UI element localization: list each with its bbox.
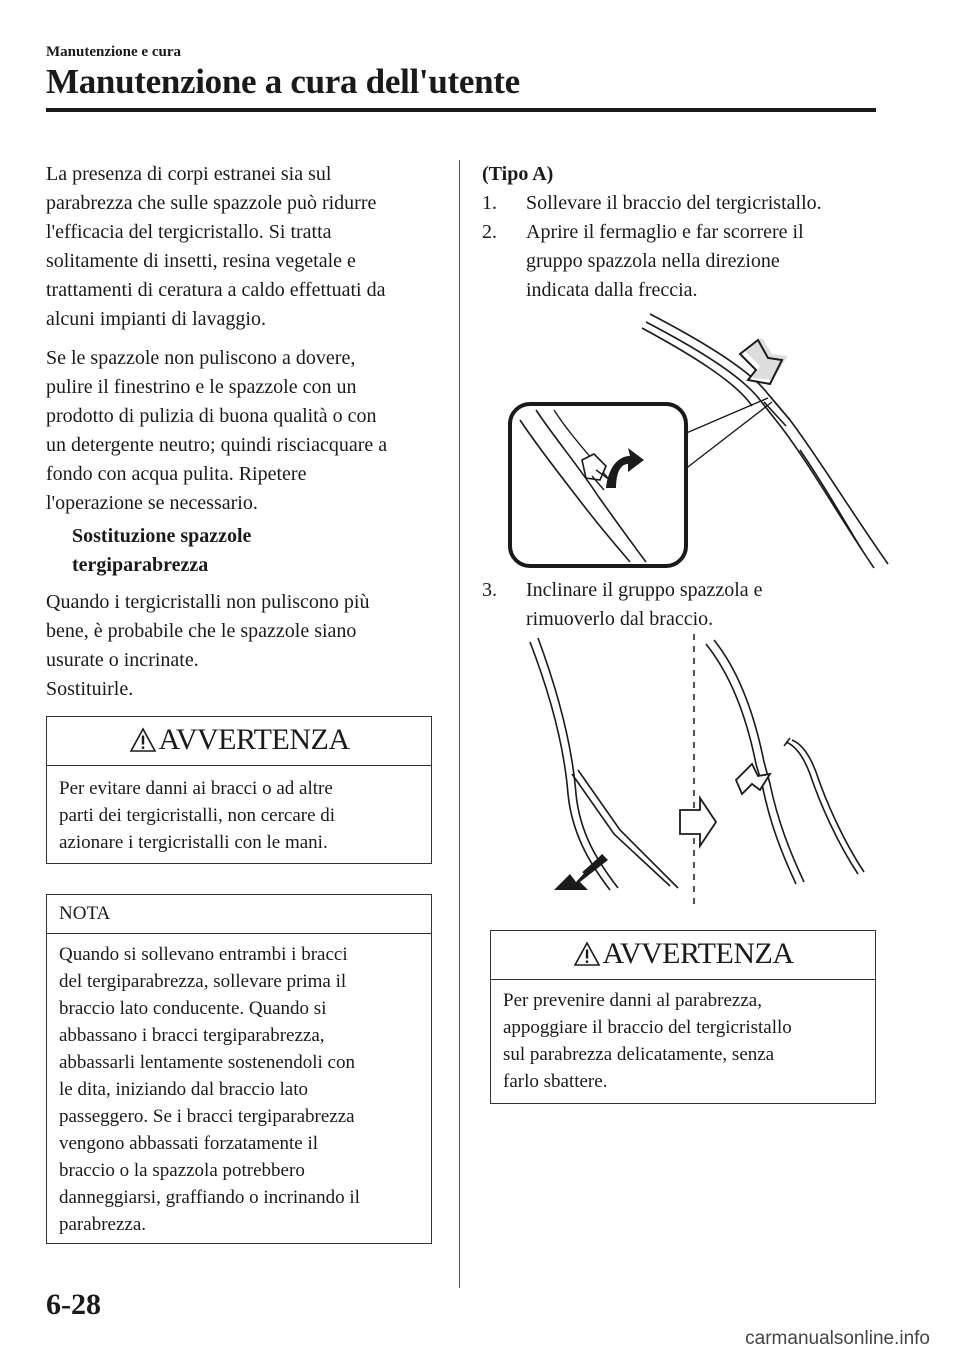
arrow-slide-icon [740, 338, 788, 384]
warning-body [503, 987, 865, 1095]
step-1 [482, 189, 882, 218]
text-line: tergiparabrezza [72, 554, 209, 576]
type-heading: (Tipo A) [482, 163, 554, 185]
text-line: azionare i tergicristalli con le mani. [59, 832, 328, 853]
text-line: Sostituzione spazzole [72, 525, 252, 547]
text-line: Quando i tergicristalli non puliscono più [46, 591, 370, 613]
warning-header [47, 717, 431, 766]
note-header [47, 895, 431, 934]
text-line: rimuoverlo dal braccio. [526, 608, 714, 630]
text-line: trattamenti di ceratura a caldo effettuati da [46, 279, 386, 301]
step-number: 2. [482, 221, 497, 243]
removed-blade [784, 738, 864, 874]
text-line: braccio o la spazzola potrebbero [59, 1160, 305, 1181]
wiper-clip-illustration [500, 310, 900, 572]
section-label: Manutenzione e cura [46, 44, 181, 60]
text-line: usurate o incrinate. [46, 649, 199, 671]
warning-triangle-icon [129, 727, 157, 761]
text-line: prodotto di pulizia di buona qualità o con [46, 405, 377, 427]
text-line: alcuni impianti di lavaggio. [46, 308, 266, 330]
step-2 [482, 218, 882, 305]
column-divider [459, 160, 460, 1288]
text-line: l'efficacia del tergicristallo. Si tratta [46, 221, 332, 243]
text-line: Per prevenire danni al parabrezza, [503, 990, 762, 1011]
text-line: le dita, iniziando dal braccio lato [59, 1079, 309, 1100]
warning-box-left [46, 716, 432, 864]
step-text [526, 218, 804, 305]
text-line: parabrezza. [59, 1214, 147, 1235]
text-line: Per evitare danni ai bracci o ad altre [59, 778, 333, 799]
text-line: Aprire il fermaglio e far scorrere il [526, 221, 804, 243]
warning-title: AVVERTENZA [158, 723, 350, 756]
text-line: Sollevare il braccio del tergicristallo. [526, 192, 822, 214]
paragraph-cleaning [46, 344, 387, 518]
text-line: parabrezza che sulle spazzole può ridurre [46, 192, 377, 214]
wiper-removal-illustration [520, 634, 880, 906]
arrow-down-left-icon [554, 854, 608, 890]
text-line: pulire il finestrino e le spazzole con un [46, 376, 357, 398]
arrow-right-icon [680, 798, 716, 846]
text-line: appoggiare il braccio del tergicristallo [503, 1017, 792, 1038]
warning-triangle-icon [573, 941, 601, 975]
note-title: NOTA [59, 903, 111, 924]
text-line: Se le spazzole non puliscono a dovere, [46, 347, 356, 369]
text-line: un detergente neutro; quindi risciacquare a [46, 434, 388, 456]
page-title: Manutenzione a cura dell'utente [46, 62, 520, 101]
paragraph-replace [46, 588, 369, 704]
warning-header [491, 931, 875, 980]
step-number: 3. [482, 579, 497, 601]
paragraph-foreign-matter [46, 160, 385, 334]
warning-body [59, 775, 421, 856]
step-text [526, 189, 822, 218]
tilt-arrow-icon [736, 764, 770, 794]
text-line: fondo con acqua pulita. Ripetere [46, 463, 307, 485]
text-line: gruppo spazzola nella direzione [526, 250, 780, 272]
text-line: Quando si sollevano entrambi i bracci [59, 944, 348, 965]
warning-box-right [490, 930, 876, 1104]
wiper-arm-right [706, 640, 804, 884]
step-text [526, 576, 763, 634]
page-number: 6-28 [46, 1288, 101, 1321]
wiper-arm-left [530, 638, 678, 890]
watermark: carmanualsonline.info [745, 1328, 930, 1349]
text-line: farlo sbattere. [503, 1071, 608, 1092]
text-line: La presenza di corpi estranei sia sul [46, 163, 332, 185]
text-line: Sostituirle. [46, 678, 134, 700]
heading-rule [46, 108, 876, 112]
text-line: braccio lato conducente. Quando si [59, 998, 327, 1019]
warning-title-row [491, 937, 875, 975]
text-line: parti dei tergicristalli, non cercare di [59, 805, 336, 826]
detail-inset [510, 404, 686, 566]
text-line: bene, è probabile che le spazzole siano [46, 620, 357, 642]
subheading-blade-replacement [72, 522, 251, 580]
text-line: sul parabrezza delicatamente, senza [503, 1044, 775, 1065]
text-line: vengono abbassati forzatamente il [59, 1133, 319, 1154]
text-line: Inclinare il gruppo spazzola e [526, 579, 763, 601]
text-line: abbassarli lentamente sostenendoli con [59, 1052, 355, 1073]
callout-lines [684, 398, 772, 470]
text-line: indicata dalla freccia. [526, 279, 698, 301]
text-line: passeggero. Se i bracci tergiparabrezza [59, 1106, 355, 1127]
text-line: l'operazione se necessario. [46, 492, 258, 514]
text-line: solitamente di insetti, resina vegetale e [46, 250, 356, 272]
note-body [59, 941, 421, 1238]
text-line: danneggiarsi, graffiando o incrinando il [59, 1187, 360, 1208]
step-3 [482, 576, 882, 634]
warning-title-row [47, 723, 431, 761]
text-line: del tergiparabrezza, sollevare prima il [59, 971, 347, 992]
warning-title: AVVERTENZA [602, 937, 794, 970]
step-number: 1. [482, 192, 497, 214]
note-box [46, 894, 432, 1244]
text-line: abbassano i bracci tergiparabrezza, [59, 1025, 325, 1046]
